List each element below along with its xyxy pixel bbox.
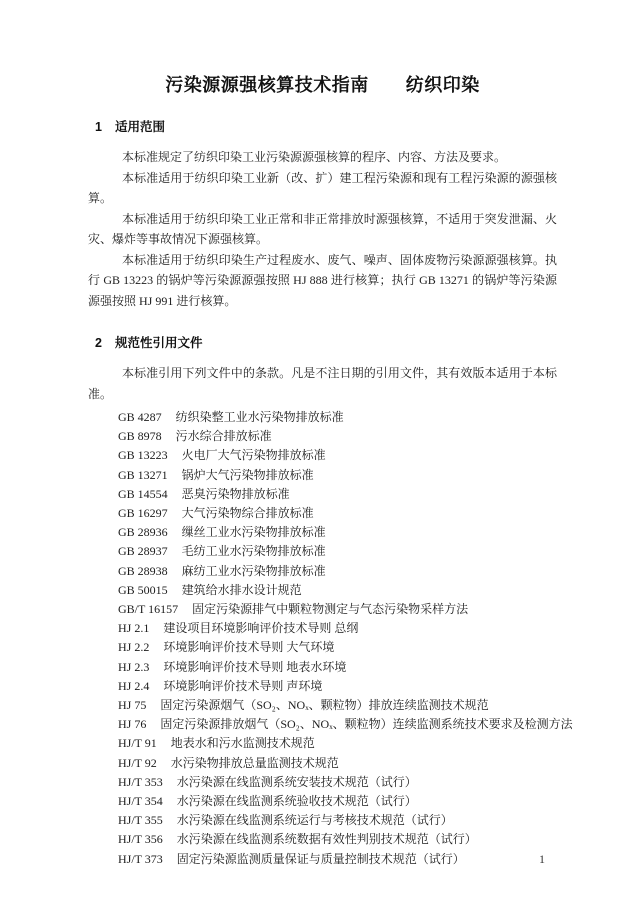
reference-title: 固定污染源排气中颗粒物测定与气态污染物采样方法: [192, 602, 469, 617]
reference-title: 环境影响评价技术导则 地表水环境: [163, 659, 347, 674]
reference-title: 水污染源在线监测系统验收技术规范（试行）: [176, 794, 417, 809]
reference-list: [88, 408, 573, 869]
reference-code: HJ 2.1: [118, 621, 150, 636]
reference-item: [88, 792, 557, 811]
reference-item: [88, 715, 573, 734]
reference-code: GB/T 16157: [118, 602, 179, 617]
reference-title: 环境影响评价技术导则 大气环境: [163, 640, 335, 655]
reference-item: [88, 754, 557, 773]
section-2-title: 规范性引用文件: [114, 336, 203, 350]
paragraph: 本标准规定了纺织印染工业污染源源强核算的程序、内容、方法及要求。: [122, 150, 507, 164]
reference-item: [88, 446, 557, 465]
reference-title: 环境影响评价技术导则 声环境: [163, 678, 323, 693]
paragraph: 本标准适用于纺织印染工业新（改、扩）建工程污染源和现有工程污染源的源强核算。: [88, 170, 557, 205]
reference-title: 纺织染整工业水污染物排放标准: [175, 410, 344, 424]
reference-code: HJ/T 92: [118, 755, 157, 770]
reference-item: [88, 658, 557, 677]
reference-code: HJ 2.3: [118, 659, 150, 674]
reference-item: [88, 581, 557, 600]
reference-item: [88, 734, 557, 753]
reference-item: [88, 677, 557, 696]
reference-item: [88, 485, 557, 504]
reference-code: GB 50015: [118, 582, 168, 597]
paragraph: 本标准适用于纺织印染生产过程废水、废气、噪声、固体废物污染源源强核算。执行 GB 13223 的锅炉等污染源源强按照 HJ 888 进行核算；执行 GB 13271 的锅炉等污染源源强按照 HJ 991 进行核算。: [88, 252, 557, 308]
reference-item: [88, 542, 557, 561]
reference-code: HJ 2.4: [118, 678, 150, 693]
reference-title: 污水综合排放标准: [175, 429, 272, 444]
reference-title: 固定污染源烟气（SO₂、NOₓ、颗粒物）排放连续监测技术规范: [160, 698, 489, 713]
reference-item: [88, 811, 557, 830]
reference-code: GB 14554: [118, 486, 168, 501]
reference-item: [88, 619, 557, 638]
section-2-number: 2: [95, 336, 102, 350]
reference-title: 建设项目环境影响评价技术导则 总纲: [163, 621, 359, 636]
reference-title: 恶臭污染物排放标准: [181, 486, 290, 501]
section-1-paragraphs: [88, 147, 557, 311]
section-1-heading: [95, 120, 557, 134]
reference-title: 锅炉大气污染物排放标准: [181, 467, 314, 482]
reference-title: 毛纺工业水污染物排放标准: [181, 544, 326, 559]
reference-code: GB 28936: [118, 525, 168, 540]
paragraph: 本标准适用于纺织印染工业正常和非正常排放时源强核算，不适用于突发泄漏、火灾、爆炸等事故情况下源强核算。: [88, 211, 557, 246]
reference-title: 固定污染源监测质量保证与质量控制技术规范（试行）: [176, 851, 465, 866]
reference-code: HJ/T 354: [118, 794, 163, 809]
reference-code: GB 13271: [118, 467, 168, 482]
reference-title: 水污染源在线监测系统数据有效性判别技术规范（试行）: [176, 832, 477, 847]
reference-code: GB 16297: [118, 506, 168, 521]
reference-title: 大气污染物综合排放标准: [181, 506, 314, 521]
reference-title: 水污染源在线监测系统安装技术规范（试行）: [176, 774, 417, 789]
reference-code: HJ/T 373: [118, 851, 163, 866]
reference-item: [88, 504, 557, 523]
reference-item: [88, 600, 557, 619]
section-2-paragraphs: [88, 363, 557, 404]
reference-code: HJ/T 353: [118, 774, 163, 789]
reference-item: [88, 638, 557, 657]
reference-title: 火电厂大气污染物排放标准: [181, 448, 326, 463]
reference-code: GB 13223: [118, 448, 168, 463]
reference-title: 地表水和污水监测技术规范: [170, 736, 315, 751]
reference-item: [88, 830, 557, 849]
reference-code: HJ 75: [118, 698, 147, 713]
reference-title: 麻纺工业水污染物排放标准: [181, 563, 326, 578]
reference-title: 固定污染源排放烟气（SO₂、NOₓ、颗粒物）连续监测系统技术要求及检测方法: [160, 717, 573, 732]
reference-item: [88, 696, 557, 715]
section-1-title: 适用范围: [114, 120, 165, 134]
reference-title: 建筑给水排水设计规范: [181, 582, 302, 597]
section-2-heading: [95, 336, 557, 350]
document-title: 污染源源强核算技术指南 纺织印染: [165, 75, 480, 95]
reference-item: [88, 773, 557, 792]
reference-code: GB 4287: [118, 410, 162, 424]
reference-code: GB 28938: [118, 563, 168, 578]
reference-code: HJ/T 91: [118, 736, 157, 751]
page-number: 1: [539, 852, 545, 866]
reference-title: 水污染源在线监测系统运行与考核技术规范（试行）: [176, 813, 453, 828]
reference-item: [88, 562, 557, 581]
section-normative-references: [88, 336, 573, 869]
reference-code: HJ/T 355: [118, 813, 163, 828]
section-scope: [88, 120, 557, 311]
reference-item: [88, 523, 557, 542]
reference-item: [88, 850, 557, 869]
reference-item: [88, 427, 557, 446]
reference-code: HJ 2.2: [118, 640, 150, 655]
reference-code: HJ 76: [118, 717, 147, 732]
reference-item: [88, 408, 557, 427]
reference-code: GB 28937: [118, 544, 168, 559]
reference-item: [88, 466, 557, 485]
reference-title: 缫丝工业水污染物排放标准: [181, 525, 326, 540]
paragraph: 本标准引用下列文件中的条款。凡是不注日期的引用文件，其有效版本适用于本标准。: [88, 366, 557, 401]
reference-title: 水污染物排放总量监测技术规范: [170, 755, 339, 770]
reference-code: HJ/T 356: [118, 832, 163, 847]
reference-code: GB 8978: [118, 429, 162, 444]
section-1-number: 1: [95, 120, 102, 134]
